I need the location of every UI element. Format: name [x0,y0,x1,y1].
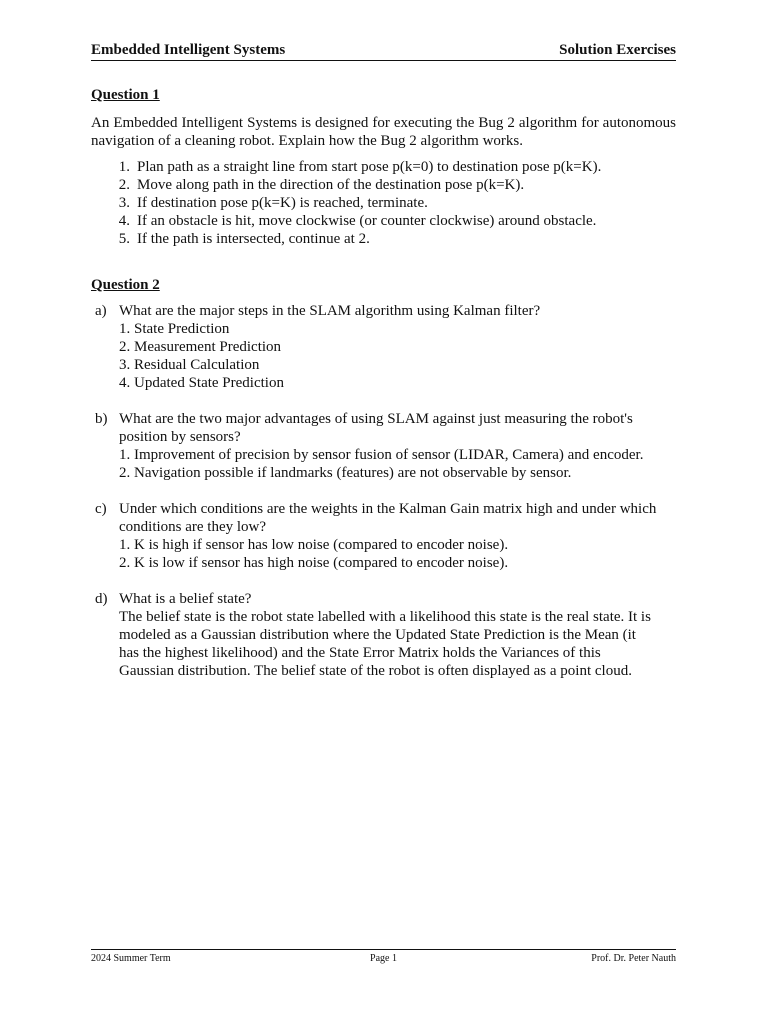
sub-question-letter: c) [95,501,107,517]
question-2c: c) Under which conditions are the weights in the Kalman Gain matrix high and under which conditions are they low? 1. K is high if sensor has low noise (compared to encoder noise). 2. K is low if sensor has high noise (compared to encoder noise). [95,501,657,571]
list-item: 3. If destination pose p(k=K) is reached, terminate. [118,195,428,211]
list-item: 2. Move along path in the direction of the destination pose p(k=K). [118,177,525,193]
sub-question-letter: d) [95,591,108,607]
header-doc-type: Solution Exercises [559,42,676,58]
list-item: 5. If the path is intersected, continue at 2. [118,231,370,247]
question-1 [91,86,676,248]
page-header [91,42,676,61]
question-2d: d) What is a belief state? The belief state is the robot state labelled with a likelihood this state is the real state. It is modeled as a Gaussian distribution where the Updated State Prediction is the Mean (it has the highest likelihood) and the State Error Matrix holds the Variances of this Gaussian distribution. The belief state of the robot is often displayed as a point cloud. [95,591,651,679]
footer-term: 2024 Summer Term [91,953,171,964]
document-page [91,0,676,1024]
question-2a: a) What are the major steps in the SLAM algorithm using Kalman filter? 1. State Prediction 2. Measurement Prediction 3. Residual Calculation 4. Updated State Prediction [95,303,541,391]
list-item: 4. If an obstacle is hit, move clockwise (or counter clockwise) around obstacle. [118,213,597,229]
question-2-title: Question 2 [91,277,160,293]
list-item: 1. Plan path as a straight line from start pose p(k=0) to destination pose p(k=K). [118,159,602,175]
question-2 [91,276,676,680]
sub-question-letter: b) [95,411,108,427]
question-1-title: Question 1 [91,87,160,103]
bug2-steps-list [91,158,676,248]
page-footer [91,949,676,967]
sub-question-letter: a) [95,303,107,319]
question-1-text: An Embedded Intelligent Systems is designed for executing the Bug 2 algorithm for autonomous navigation of a cleaning robot. Explain how the Bug 2 algorithm works. [91,115,676,149]
question-2b: b) What are the two major advantages of using SLAM against just measuring the robot's position by sensors? 1. Improvement of precision by sensor fusion of sensor (LIDAR, Camera) and encoder. 2. Navigation possible if landmarks (features) are not observable by sensor. [95,411,644,481]
header-course-title: Embedded Intelligent Systems [91,42,286,58]
page-content [91,86,676,698]
footer-author: Prof. Dr. Peter Nauth [591,953,676,964]
footer-page-number: Page 1 [370,953,397,964]
